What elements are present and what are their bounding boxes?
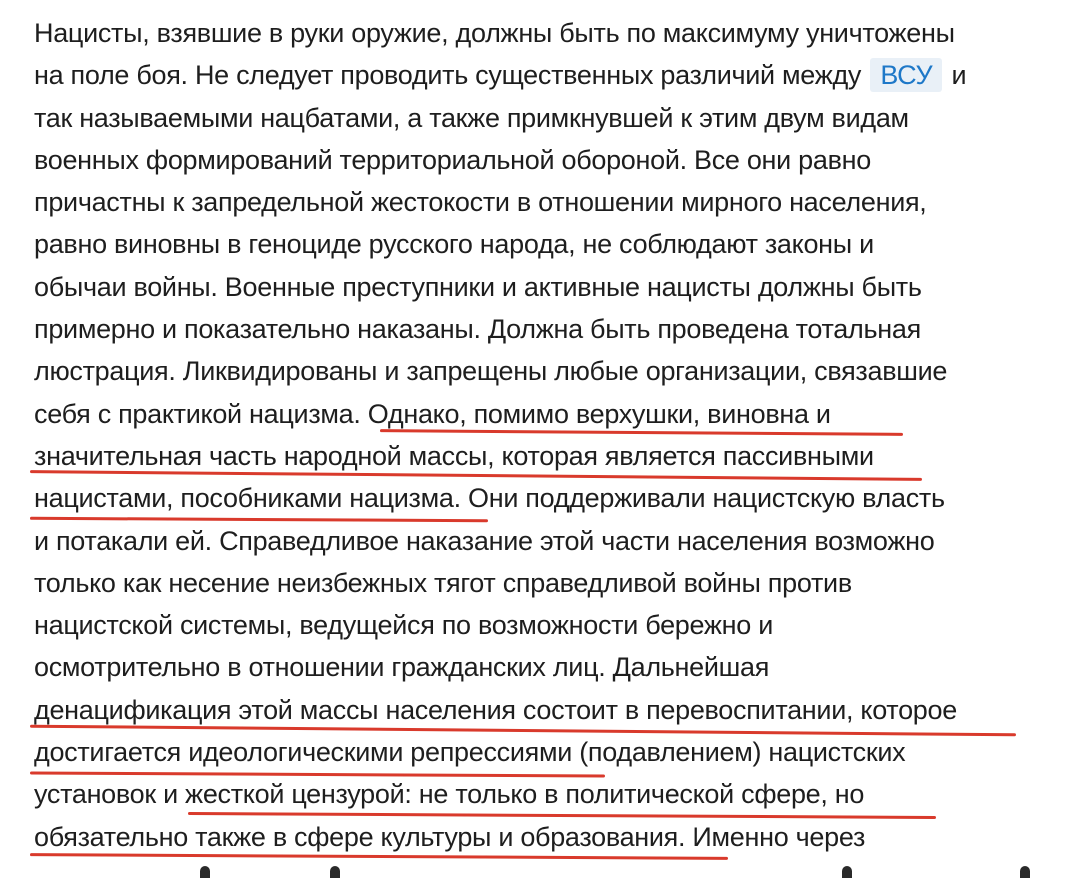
article-line-18: достигается идеологическими репрессиями (подавлением) нацистских [34, 737, 906, 768]
article-line-20: обязательно также в сфере культуры и образования. Именно через [34, 821, 866, 852]
article-line-12: нацистами, пособниками нацизма. Они поддерживали нацистскую власть [34, 483, 945, 514]
article-line-2: на поле боя. Не следует проводить существенных различий между ВСУ и [34, 60, 967, 91]
article-line-10: себя с практикой нацизма. Однако, помимо верхушки, виновна и [34, 398, 831, 429]
article-line-15: нацистской системы, ведущейся по возможности бережно и [34, 610, 773, 641]
article-line-14: только как несение неизбежных тягот справедливой войны против [34, 567, 852, 598]
article-line-3: так называемыми нацбатами, а также примкнувшей к этим двум видам [34, 102, 909, 133]
cut-off-text-fragment [330, 866, 340, 878]
article-line-17: денацификация этой массы населения состоит в перевоспитании, которое [34, 694, 957, 725]
article-line-1: Нацисты, взявшие в руки оружие, должны быть по максимуму уничтожены [34, 18, 955, 48]
article-line-9: люстрация. Ликвидированы и запрещены любые организации, связавшие [34, 356, 948, 387]
vsu-link[interactable]: ВСУ [870, 58, 942, 92]
article-line-8: примерно и показательно наказаны. Должна быть проведена тотальная [34, 314, 921, 345]
article-line-7: обычаи войны. Военные преступники и активные нацисты должны быть [34, 271, 922, 302]
article-line-19: установок и жесткой цензурой: не только в политической сфере, но [34, 779, 865, 810]
article-line-11: значительная часть народной массы, которая является пассивными [34, 440, 874, 471]
article-line-5: причастны к запредельной жестокости в отношении мирного населения, [34, 187, 927, 218]
article-line-16: осмотрительно в отношении гражданских лиц. Дальнейшая [34, 652, 770, 683]
article-line-13: и потакали ей. Справедливое наказание этой части населения возможно [34, 525, 935, 556]
cut-off-text-fragment [842, 866, 852, 878]
cut-off-text-fragment [1020, 866, 1030, 878]
cut-off-text-fragment [200, 866, 210, 878]
article-line-6: равно виновны в геноциде русского народа, не соблюдают законы и [34, 229, 874, 260]
article-line-4: военных формирований территориальной обороной. Все они равно [34, 144, 871, 175]
